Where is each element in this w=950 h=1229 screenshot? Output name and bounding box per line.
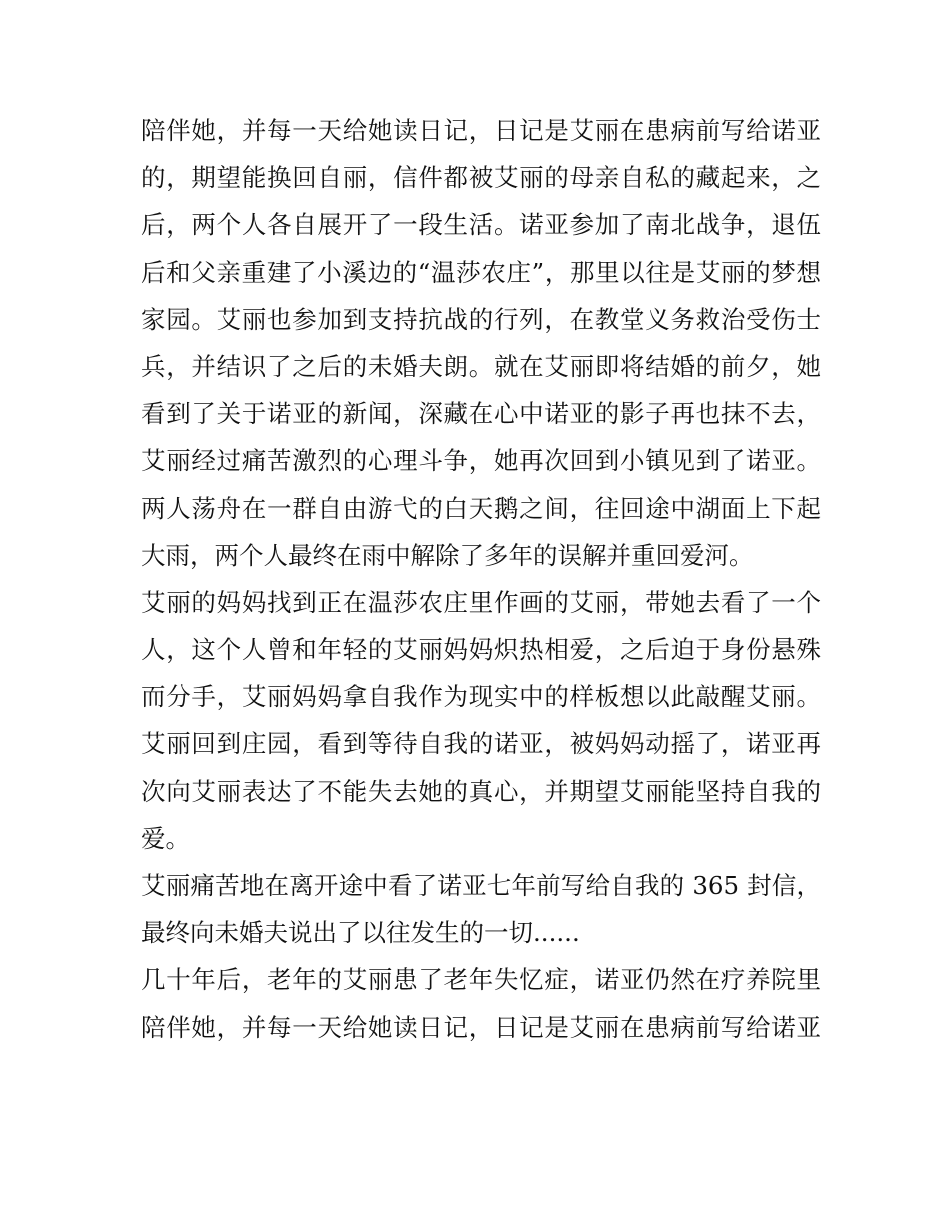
text-line: 后，两个人各自展开了一段生活。诺亚参加了南北战争，退伍 — [141, 210, 821, 240]
text-line: 艾丽的妈妈找到正在温莎农庄里作画的艾丽，带她去看了一个 — [141, 587, 821, 617]
text-line: 艾丽经过痛苦激烈的心理斗争，她再次回到小镇见到了诺亚。 — [141, 446, 821, 476]
text-line: 艾丽回到庄园，看到等待自我的诺亚，被妈妈动摇了，诺亚再 — [141, 729, 821, 759]
text-line: 后和父亲重建了小溪边的“温莎农庄”，那里以往是艾丽的梦想 — [141, 257, 821, 287]
text-line: 几十年后，老年的艾丽患了老年失忆症，诺亚仍然在疗养院里 — [141, 965, 821, 995]
body-text — [141, 107, 821, 1051]
text-line: 的，期望能换回自丽，信件都被艾丽的母亲自私的藏起来，之 — [141, 163, 821, 193]
text-line: 看到了关于诺亚的新闻，深藏在心中诺亚的影子再也抹不去， — [141, 399, 821, 429]
text-line: 陪伴她，并每一天给她读日记，日记是艾丽在患病前写给诺亚 — [141, 1012, 821, 1042]
text-line: 陪伴她，并每一天给她读日记，日记是艾丽在患病前写给诺亚 — [141, 116, 821, 145]
text-line: 爱。 — [141, 823, 190, 853]
text-line: 大雨，两个人最终在雨中解除了多年的误解并重回爱河。 — [141, 540, 754, 570]
text-line: 次向艾丽表达了不能失去她的真心，并期望艾丽能坚持自我的 — [141, 776, 821, 806]
text-line: 兵，并结识了之后的未婚夫朗。就在艾丽即将结婚的前夕，她 — [141, 351, 821, 381]
text-line: 而分手，艾丽妈妈拿自我作为现实中的样板想以此敲醒艾丽。 — [141, 682, 821, 712]
text-line: 两人荡舟在一群自由游弋的白天鹅之间，往回途中湖面上下起 — [141, 493, 821, 523]
text-line: 家园。艾丽也参加到支持抗战的行列，在教堂义务救治受伤士 — [141, 304, 821, 334]
text-line: 艾丽痛苦地在离开途中看了诺亚七年前写给自我的 365 封信， — [141, 871, 821, 900]
text-line: 人，这个人曾和年轻的艾丽妈妈炽热相爱，之后迫于身份悬殊 — [141, 635, 821, 665]
text-line: 最终向未婚夫说出了以往发生的一切...... — [141, 918, 580, 948]
